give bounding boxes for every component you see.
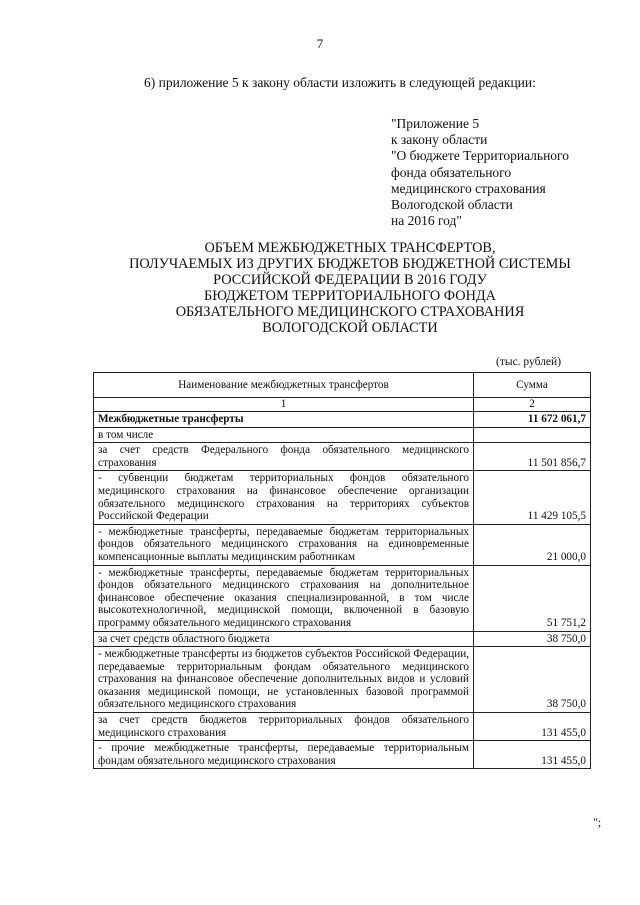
title-line: ВОЛОГОДСКОЙ ОБЛАСТИ bbox=[262, 320, 438, 336]
row-name: в том числе bbox=[94, 427, 474, 443]
row-name: за счет средств областного бюджета bbox=[94, 631, 474, 647]
appendix-reference bbox=[391, 116, 569, 229]
row-value: 38 750,0 bbox=[474, 647, 591, 713]
row-value: 131 455,0 bbox=[474, 741, 591, 769]
table-row bbox=[94, 741, 591, 769]
page-number: 7 bbox=[316, 36, 324, 51]
table-row bbox=[94, 713, 591, 741]
table-row bbox=[94, 471, 591, 524]
closing-quote: "; bbox=[593, 815, 602, 829]
table-row bbox=[94, 647, 591, 713]
table-row bbox=[94, 427, 591, 443]
column-header-name: Наименование межбюджетных трансфертов bbox=[94, 373, 474, 398]
row-value: 131 455,0 bbox=[474, 713, 591, 741]
title-line: РОССИЙСКОЙ ФЕДЕРАЦИИ В 2016 ГОДУ bbox=[213, 272, 487, 288]
appendix-line: "Приложение 5 bbox=[391, 116, 480, 131]
table-header-row bbox=[94, 373, 591, 398]
table-row bbox=[94, 524, 591, 565]
appendix-line: к закону области bbox=[391, 132, 488, 148]
row-name: - межбюджетные трансферты, передаваемые бюджетам территориальных фондов обязательного медицинского страхования на дополнительное финансовое обеспечение оказания специализированной, в том числе высокотехнологичной, медицинской помощи, включенной в базовую программу обязательного медицинского страхования bbox=[94, 565, 474, 631]
row-value: 11 501 856,7 bbox=[474, 443, 591, 471]
row-value bbox=[474, 427, 591, 443]
row-value: 11 429 105,5 bbox=[474, 471, 591, 524]
document-title bbox=[80, 240, 620, 336]
row-value: 38 750,0 bbox=[474, 631, 591, 647]
title-line: ОБЯЗАТЕЛЬНОГО МЕДИЦИНСКОГО СТРАХОВАНИЯ bbox=[175, 304, 525, 320]
title-line: ОБЪЕМ МЕЖБЮДЖЕТНЫХ ТРАНСФЕРТОВ, bbox=[204, 240, 496, 256]
column-header-sum: Сумма bbox=[474, 373, 591, 398]
appendix-line: на 2016 год" bbox=[391, 213, 462, 229]
intro-text: 6) приложение 5 к закону области изложить в следующей редакции: bbox=[144, 75, 536, 90]
row-name: - межбюджетные трансферты, передаваемые бюджетам территориальных фондов обязательного медицинского страхования на единовременные компенсационные выплаты медицинским работникам bbox=[94, 524, 474, 565]
row-value: 11 672 061,7 bbox=[474, 412, 591, 428]
title-line: ПОЛУЧАЕМЫХ ИЗ ДРУГИХ БЮДЖЕТОВ БЮДЖЕТНОЙ СИСТЕМЫ bbox=[129, 256, 571, 272]
row-name: - межбюджетные трансферты из бюджетов субъектов Российской Федерации, передаваемые территориальным фондам обязательного медицинского страхования на финансовое обеспечение дополнительных видов и условий оказания медицинской помощи, не установленных базовой программой обязательного медицинского страхования bbox=[94, 647, 474, 713]
row-name: за счет средств бюджетов территориальных фондов обязательного медицинского страхования bbox=[94, 713, 474, 741]
row-name: Межбюджетные трансферты bbox=[94, 412, 474, 428]
row-name: - субвенции бюджетам территориальных фондов обязательного медицинского страхования на финансовое обеспечение организации обязательного медицинского страхования на территориях субъектов Российской Федерации bbox=[94, 471, 474, 524]
row-name: - прочие межбюджетные трансферты, передаваемые территориальным фондам обязательного медицинского страхования bbox=[94, 741, 474, 769]
column-number-row bbox=[94, 398, 591, 412]
table-row bbox=[94, 565, 591, 631]
table-row-total bbox=[94, 412, 591, 428]
row-name: за счет средств Федерального фонда обязательного медицинского страхования bbox=[94, 443, 474, 471]
title-line: БЮДЖЕТОМ ТЕРРИТОРИАЛЬНОГО ФОНДА bbox=[203, 288, 496, 304]
units-label: (тыс. рублей) bbox=[496, 356, 562, 368]
transfers-table bbox=[93, 372, 591, 769]
column-number-2: 2 bbox=[474, 398, 591, 412]
appendix-line: медицинского страхования bbox=[391, 180, 546, 196]
appendix-line: фонда обязательного bbox=[391, 164, 512, 180]
appendix-line: "О бюджете Территориального bbox=[391, 148, 570, 164]
table-row bbox=[94, 631, 591, 647]
row-value: 51 751,2 bbox=[474, 565, 591, 631]
row-value: 21 000,0 bbox=[474, 524, 591, 565]
appendix-line: Вологодской области bbox=[391, 197, 513, 213]
column-number-1: 1 bbox=[94, 398, 474, 412]
table-row bbox=[94, 443, 591, 471]
